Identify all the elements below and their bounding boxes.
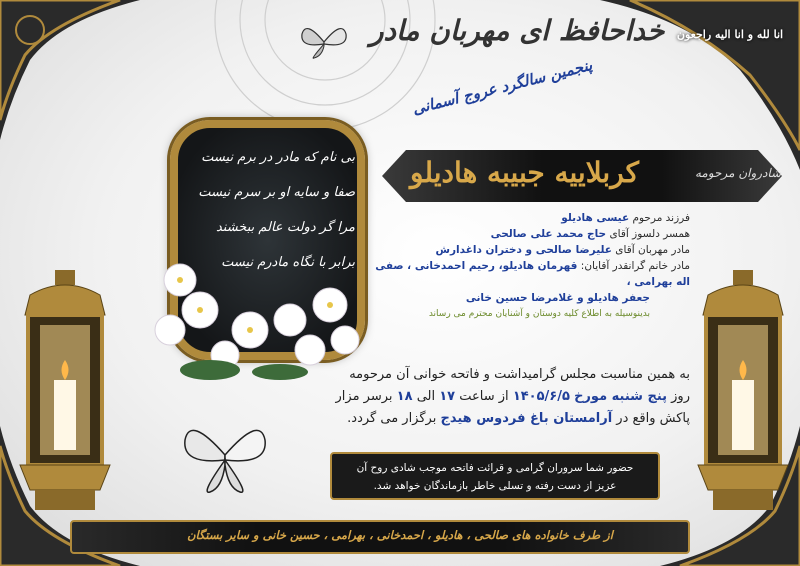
orchid-flowers-icon xyxy=(140,250,380,380)
poem-line: مرا گر دولت عالم ببخشند xyxy=(215,220,355,235)
religious-calligraphy: انا لله و انا الیه راجعون xyxy=(676,27,784,41)
calligraphy-title: خداحافظ ای مهربان مادر xyxy=(370,14,665,47)
lantern-right-icon xyxy=(688,270,798,520)
anniversary-text: پنجمین سالگرد عروج آسمانی xyxy=(410,55,594,119)
footer-families: از طرف خانواده های صالحی ، هادیلو ، احمدخانی ، بهرامی ، حسین خانی و سایر بستگان xyxy=(187,528,613,542)
poem-line: بی نام که مادر در برم نیست xyxy=(201,150,355,165)
relation-line: جعفر هادیلو و غلامرضا حسین خانی xyxy=(465,292,650,304)
lantern-left-icon xyxy=(10,270,120,520)
relation-line: مادر خانم گرانقدر آقایان: قهرمان هادیلو، رحیم احمدخانی ، صفی اله بهرامی ، xyxy=(375,260,690,288)
closing-box xyxy=(330,452,660,500)
relation-line: مادر مهربان آقای علیرضا صالحی و دختران داغدارش xyxy=(435,244,690,256)
announcement xyxy=(230,364,690,430)
relation-note: بدینوسیله به اطلاع کلیه دوستان و آشنایان محترم می رساند xyxy=(428,309,650,319)
poem-line: برابر با نگاه مادرم نیست xyxy=(221,255,355,270)
relation-line: همسر دلسوز آقای حاج محمد علی صالحی xyxy=(490,228,690,240)
announcement-line: به همین مناسبت مجلس گرامیداشت و فاتحه خوانی آن مرحومه xyxy=(349,367,690,382)
relations xyxy=(370,210,690,322)
top-left-ornament xyxy=(0,0,140,140)
closing-line: عزیز از دست رفته و تسلی خاطر بازماندگان خواهد شد. xyxy=(373,480,617,492)
closing-line: حضور شما سروران گرامی و قرائت فاتحه موجب شادی روح آن xyxy=(356,462,634,474)
announcement-line: روز پنج شنبه مورخ ۱۴۰۵/۶/۵ از ساعت ۱۷ الی ۱۸ برسر مزار xyxy=(335,389,690,404)
relation-line: فرزند مرحوم عیسی هادیلو xyxy=(561,212,690,224)
announcement-line: پاکش واقع در آرامستان باغ فردوس هیدج برگزار می گردد. xyxy=(347,411,690,426)
butterfly-icon xyxy=(300,20,348,62)
poem-line: صفا و سایه او بر سرم نیست xyxy=(198,185,355,200)
deceased-name: کربلاییه جبیبه هادیلو xyxy=(410,156,639,189)
banner-prefix: شادروان مرحومه xyxy=(695,166,782,180)
